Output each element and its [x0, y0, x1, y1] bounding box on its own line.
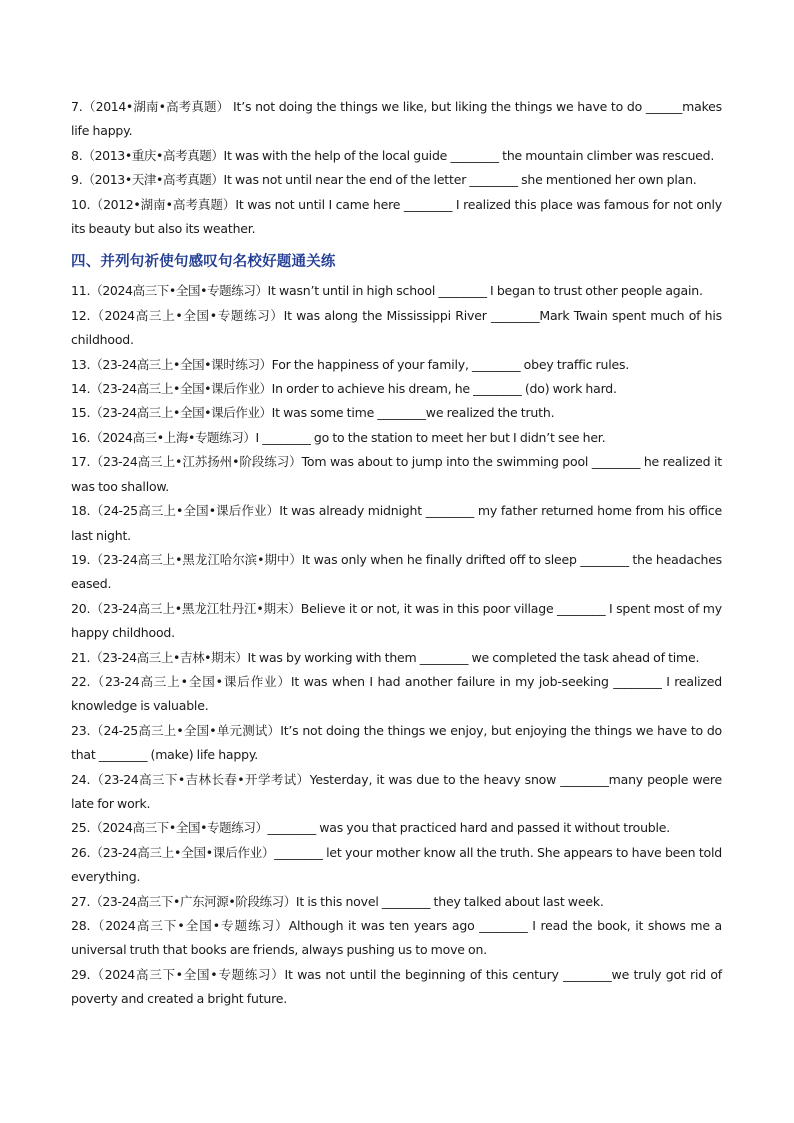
- question-item: [71, 279, 722, 303]
- question-source: （24-25高三上•全国•课后作业）: [90, 503, 280, 519]
- question-number: 20.: [71, 600, 91, 616]
- question-item: [71, 597, 722, 646]
- question-item: [71, 890, 722, 914]
- question-source: （2024高三下•全国•专题练习）: [90, 918, 289, 933]
- question-item: [71, 95, 722, 144]
- question-source: （2012•湖南•高考真题）: [90, 196, 236, 212]
- question-item: [71, 914, 722, 963]
- question-source: （23-24高三上•全国•课后作业）: [90, 673, 291, 689]
- question-text: Although it was ten years ago ________ I read the book, it shows me a universal truth that books are friends, always pushing us to move on.: [71, 918, 722, 958]
- question-item: [71, 401, 722, 425]
- question-number: 15.: [71, 405, 91, 421]
- question-text: It was with the help of the local guide ________ the mountain climber was rescued.: [223, 147, 715, 163]
- question-item: [71, 450, 722, 499]
- question-source: （23-24高三下•吉林长春•开学考试）: [90, 771, 310, 787]
- question-item: [71, 426, 722, 450]
- question-number: 18.: [71, 503, 91, 519]
- question-item: [71, 168, 722, 192]
- question-text: Believe it or not, it was in this poor village ________ I spent most of my happy childhood.: [71, 600, 722, 641]
- question-number: 13.: [71, 356, 91, 372]
- question-number: 21.: [71, 649, 91, 665]
- question-source: （24-25高三上•全国•单元测试）: [90, 722, 281, 738]
- question-list-part1: [71, 95, 722, 241]
- question-source: （23-24高三上•全国•课后作业）: [90, 381, 272, 397]
- question-source: （2024高三•上海•专题练习）: [90, 429, 256, 445]
- question-number: 24.: [71, 771, 91, 787]
- question-text: In order to achieve his dream, he ________ (do) work hard.: [271, 381, 617, 397]
- question-number: 10.: [71, 196, 91, 212]
- question-source: （2014•湖南•高考真题）: [82, 99, 230, 114]
- question-item: [71, 646, 722, 670]
- question-item: [71, 353, 722, 377]
- question-number: 12.: [71, 307, 91, 323]
- question-text: ________ was you that practiced hard and passed it without trouble.: [267, 820, 671, 836]
- question-item: [71, 144, 722, 168]
- question-number: 9.: [71, 172, 83, 188]
- question-text: It was already midnight ________ my father returned home from his office last night.: [71, 503, 722, 543]
- question-text: It was by working with them ________ we completed the task ahead of time.: [247, 649, 700, 665]
- question-source: （2013•天津•高考真题）: [82, 172, 224, 188]
- question-source: （2024高三下•全国•专题练习）: [90, 966, 285, 982]
- question-number: 14.: [71, 381, 91, 397]
- question-number: 11.: [71, 283, 91, 299]
- question-text: It was when I had another failure in my job-seeking ________ I realized knowledge is valuable.: [71, 673, 722, 714]
- question-text: Tom was about to jump into the swimming pool ________ he realized it was too shallow.: [71, 454, 722, 494]
- question-source: （2024高三下•全国•专题练习）: [90, 283, 268, 299]
- question-source: （23-24高三上•吉林•期末）: [90, 649, 248, 665]
- question-text: It wasn’t until in high school ________ I began to trust other people again.: [267, 283, 703, 299]
- question-item: [71, 499, 722, 548]
- question-text: It is this novel ________ they talked about last week.: [295, 893, 604, 909]
- question-item: [71, 377, 722, 401]
- question-text: Yesterday, it was due to the heavy snow ________many people were late for work.: [71, 771, 722, 811]
- question-source: （23-24高三上•黑龙江牡丹江•期末）: [90, 600, 301, 616]
- question-number: 17.: [71, 454, 91, 470]
- question-text: It’s not doing the things we enjoy, but enjoying the things we have to do that ________ (make) life happy.: [71, 722, 723, 763]
- question-number: 25.: [71, 820, 91, 836]
- question-text: It was along the Mississippi River ________Mark Twain spent much of his childhood.: [71, 307, 722, 348]
- question-source: （2013•重庆•高考真题）: [82, 147, 224, 163]
- question-source: （23-24高三上•江苏扬州•阶段练习）: [90, 454, 302, 470]
- question-item: [71, 548, 722, 597]
- question-number: 8.: [71, 147, 83, 163]
- question-number: 19.: [71, 551, 91, 567]
- question-number: 26.: [71, 844, 91, 860]
- question-source: （2024高三下•全国•专题练习）: [90, 820, 268, 836]
- question-item: [71, 719, 722, 768]
- question-text: I ________ go to the station to meet her but I didn’t see her.: [255, 429, 606, 445]
- question-item: [71, 816, 722, 840]
- question-number: 7.: [71, 99, 83, 114]
- question-text: It was not until I came here ________ I realized this place was famous for not only its beauty but also its weather.: [71, 196, 722, 237]
- question-text: It was not until near the end of the letter ________ she mentioned her own plan.: [223, 172, 697, 188]
- question-source: （23-24高三上•全国•课后作业）: [90, 844, 275, 860]
- question-item: [71, 768, 722, 817]
- question-source: （23-24高三下•广东河源•阶段练习）: [90, 893, 296, 909]
- question-number: 29.: [71, 966, 91, 982]
- question-text: ________ let your mother know all the truth. She appears to have been told everything.: [71, 844, 722, 885]
- question-number: 23.: [71, 722, 91, 738]
- question-number: 27.: [71, 893, 91, 909]
- question-number: 22.: [71, 673, 91, 689]
- question-list-part2: [71, 279, 722, 1011]
- question-text: For the happiness of your family, ________ obey traffic rules.: [271, 356, 630, 372]
- question-item: [71, 841, 722, 890]
- question-number: 16.: [71, 429, 91, 445]
- question-number: 28.: [71, 918, 91, 933]
- document-page: [71, 95, 722, 1012]
- question-source: （2024高三上•全国•专题练习）: [90, 307, 284, 323]
- question-item: [71, 670, 722, 719]
- question-source: （23-24高三上•全国•课后作业）: [90, 405, 272, 421]
- section-heading: 四、并列句祈使句感叹句名校好题通关练: [71, 254, 336, 271]
- question-item: [71, 193, 722, 242]
- question-text: It was only when he finally drifted off to sleep ________ the headaches eased.: [71, 551, 722, 592]
- question-source: （23-24高三上•全国•课时练习）: [90, 356, 272, 372]
- question-item: [71, 963, 722, 1012]
- question-text: It was some time ________we realized the truth.: [271, 405, 555, 421]
- question-text: It was not until the beginning of this century ________we truly got rid of poverty and created a bright future.: [71, 966, 722, 1007]
- question-source: （23-24高三上•黑龙江哈尔滨•期中）: [90, 551, 302, 567]
- question-item: [71, 304, 722, 353]
- question-text: It’s not doing the things we like, but liking the things we have to do ______makes life happy.: [71, 99, 722, 139]
